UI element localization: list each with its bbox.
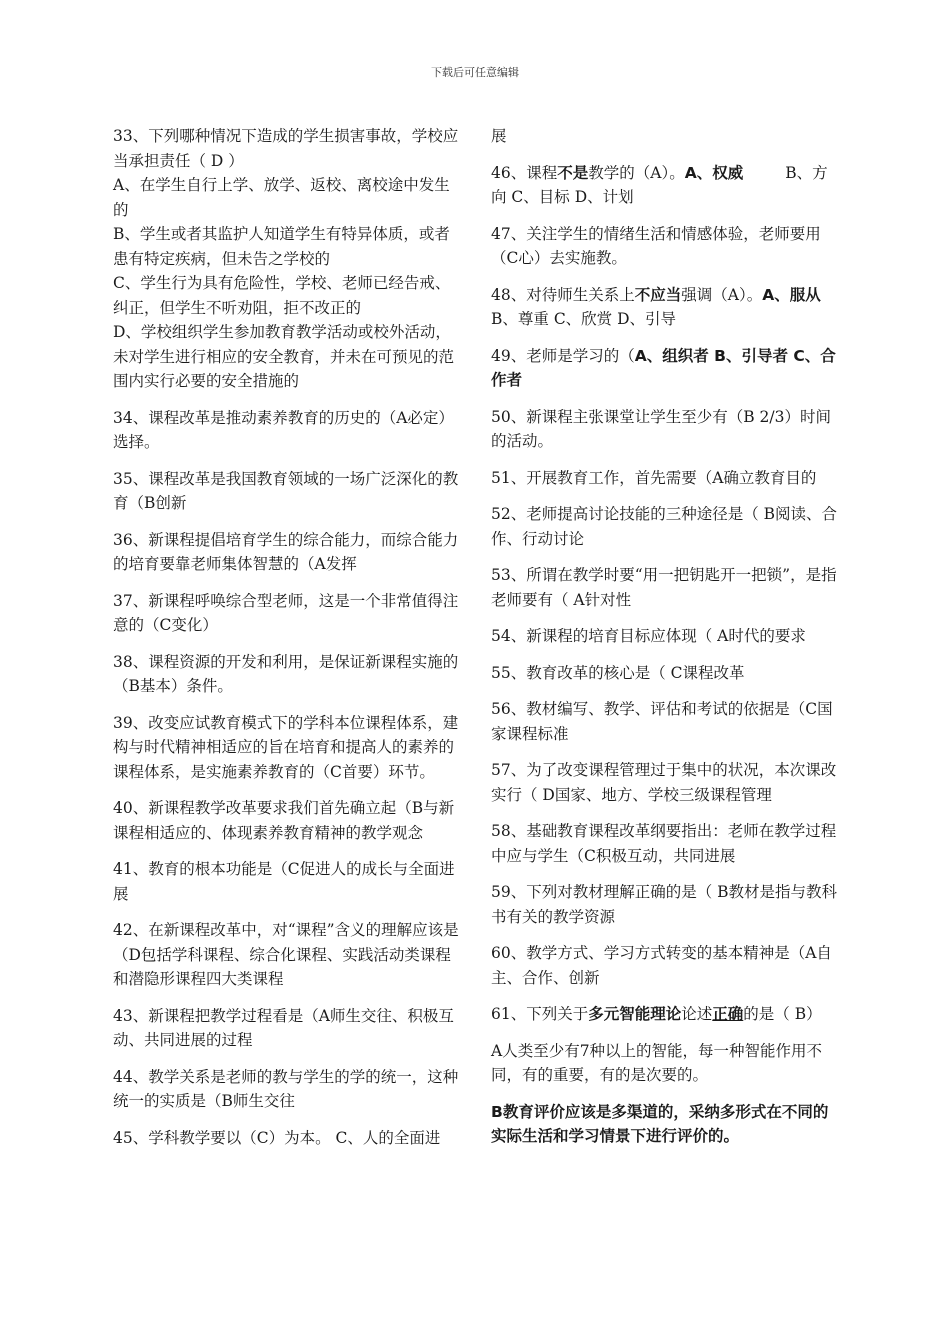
- question-47: 47、关注学生的情绪生活和情感体验，老师要用（C心）去实施教。: [491, 224, 821, 267]
- q61-text-3: 的是（ B）: [743, 1005, 822, 1023]
- question-57: 57、为了改变课程管理过于集中的状况，本次课改实行（ D国家、地方、学校三级课程管理: [491, 761, 837, 804]
- q48-bold-1: 不应当: [634, 285, 682, 304]
- question-42: 42、在新课程改革中，对“课程”含义的理解应该是（D包括学科课程、综合化课程、实践活动类课程和潜隐形课程四大类课程: [113, 921, 459, 988]
- question-58: 58、基础教育课程改革纲要指出：老师在教学过程中应与学生（C积极互动，共同进展: [491, 822, 837, 865]
- question-35: 35、课程改革是我国教育领域的一场广泛深化的教育（B创新: [113, 469, 459, 512]
- q61-bold: 多元智能理论: [588, 1005, 682, 1023]
- question-36: 36、新课程提倡培育学生的综合能力，而综合能力的培育要靠老师集体智慧的（A发挥: [113, 530, 459, 573]
- question-46: [491, 161, 839, 210]
- question-37: 37、新课程呼唤综合型老师，这是一个非常值得注意的（C变化）: [113, 591, 459, 634]
- question-41: 41、教育的根本功能是（C促进人的成长与全面进展: [113, 860, 455, 903]
- question-44: 44、教学关系是老师的教与学生的学的统一，这种统一的实质是（B师生交往: [113, 1067, 459, 1110]
- question-49: [491, 344, 839, 393]
- question-59: 59、下列对教材理解正确的是（ B教材是指与教科书有关的教学资源: [491, 883, 838, 926]
- question-55: 55、教育改革的核心是（ C课程改革: [491, 663, 745, 682]
- question-54: 54、新课程的培育目标应体现（ A时代的要求: [491, 627, 806, 645]
- q46-text-2: 教学的（A）。: [588, 163, 685, 182]
- question-33-stem: 33、下列哪种情况下造成的学生损害事故，学校应当承担责任（ D ）: [113, 127, 459, 170]
- q61-text-1: 61、下列关于: [491, 1005, 589, 1023]
- q46-bold-1: 不是: [557, 163, 589, 182]
- q46-text-3: B、方向 C、目标 D、计划: [491, 163, 828, 206]
- question-38: 38、课程资源的开发和利用，是保证新课程实施的（B基本）条件。: [113, 652, 459, 695]
- q61-option-a: A人类至少有7种以上的智能，每一种智能作用不同，有的重要，有的是次要的。: [491, 1041, 823, 1084]
- question-33-option-c: C、学生行为具有危险性，学校、老师已经告戒、纠正，但学生不听劝阻，拒不改正的: [113, 274, 451, 317]
- question-33-option-a: A、在学生自行上学、放学、返校、离校途中发生的: [113, 176, 450, 219]
- question-39: 39、改变应试教育模式下的学科本位课程体系，建构与时代精神相适应的旨在培育和提高人的素养的课程体系，是实施素养教育的（C首要）环节。: [113, 713, 459, 781]
- question-43: 43、新课程把教学过程看是（A师生交往、积极互动、共同进展的过程: [113, 1006, 454, 1049]
- q48-text-1: 48、对待师生关系上: [491, 285, 635, 304]
- question-48: [491, 283, 839, 332]
- question-60: 60、教学方式、学习方式转变的基本精神是（A自主、合作、创新: [491, 944, 832, 987]
- question-53: 53、所谓在教学时要“用一把钥匙开一把锁”，是指老师要有（ A针对性: [491, 566, 837, 609]
- question-40: 40、新课程教学改革要求我们首先确立起（B与新课程相适应的、体现素养教育精神的教学观念: [113, 799, 455, 842]
- question-61: [491, 1002, 839, 1027]
- question-50: 50、新课程主张课堂让学生至少有（B 2/3）时间的活动。: [491, 407, 831, 450]
- question-33: [113, 124, 465, 394]
- q61-option-b: B教育评价应该是多渠道的，采纳多形式在不同的实际生活和学习情景下进行评价的。: [491, 1102, 829, 1145]
- page-header: 下载后可任意编辑: [431, 66, 519, 79]
- q61-underline: 正确: [712, 1005, 744, 1023]
- q46-bold-2: A、权威: [684, 163, 744, 182]
- q48-text-3: B、尊重 C、欣赏 D、引导: [491, 310, 677, 328]
- left-column: [113, 124, 465, 1162]
- q49-text: 49、老师是学习的（: [491, 346, 635, 365]
- right-column: [491, 124, 839, 1161]
- q61-text-2: 论述: [681, 1005, 713, 1023]
- question-34: 34、课程改革是推动素养教育的历史的（A必定）选择。: [113, 408, 454, 451]
- question-33-option-d: D、学校组织学生参加教育教学活动或校外活动，未对学生进行相应的安全教育，并未在可预见的范围内实行必要的安全措施的: [113, 323, 455, 390]
- question-52: 52、老师提高讨论技能的三种途径是（ B阅读、合作、行动讨论: [491, 505, 838, 548]
- q48-bold-2: A、服从: [762, 285, 821, 304]
- question-45-continued: 展: [491, 127, 507, 145]
- q46-text-1: 46、课程: [491, 163, 558, 182]
- question-56: 56、教材编写、教学、评估和考试的依据是（C国家课程标准: [491, 700, 833, 743]
- question-51: 51、开展教育工作，首先需要（A确立教育目的: [491, 468, 817, 487]
- q49-bold: A、组织者 B、引导者 C、合作者: [491, 346, 836, 389]
- question-45: 45、学科教学要以（C）为本。 C、人的全面进: [113, 1128, 441, 1147]
- q48-text-2: 强调（A）。: [681, 285, 763, 304]
- question-33-option-b: B、学生或者其监护人知道学生有特异体质，或者患有特定疾病，但未告之学校的: [113, 225, 450, 268]
